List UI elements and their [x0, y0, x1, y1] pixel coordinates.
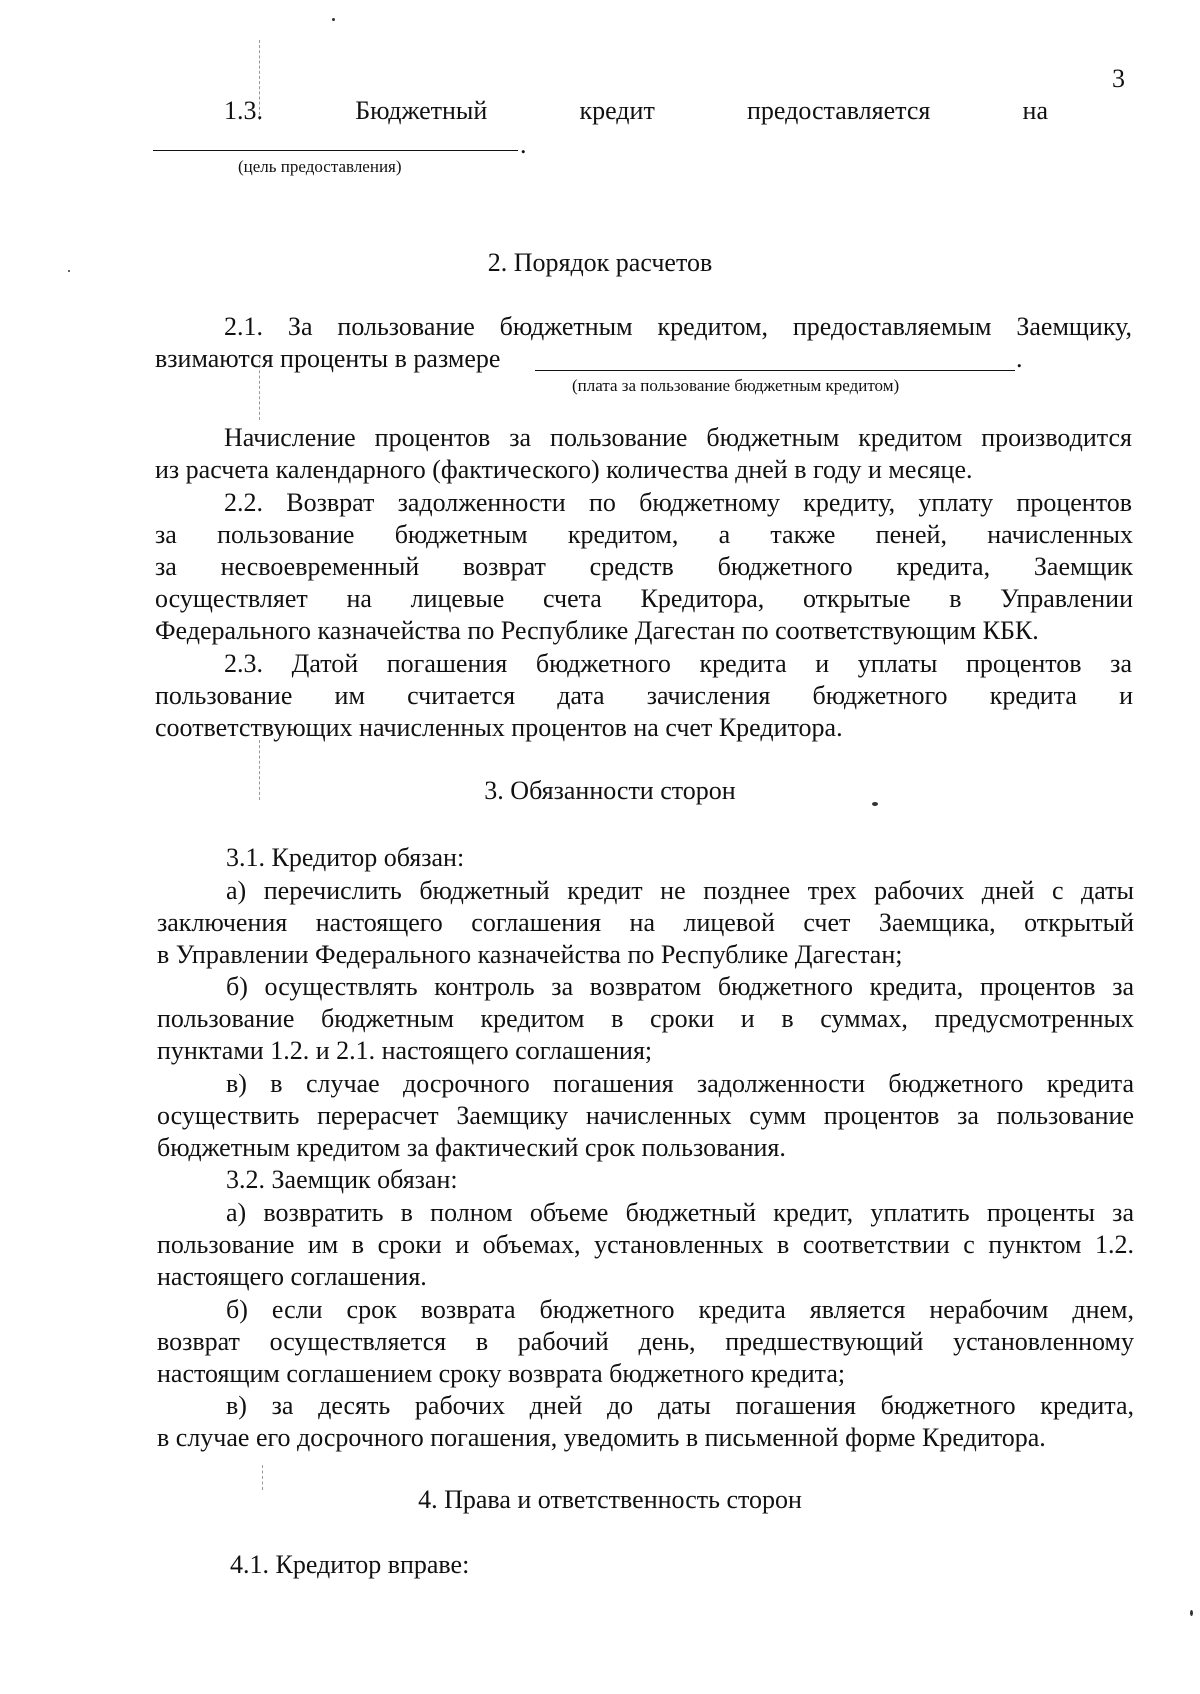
para-3-1-b-line: пользование бюджетным кредитом в сроки и в суммах, предусмотренных — [157, 1004, 1134, 1033]
purpose-caption: (цель предоставления) — [238, 157, 402, 176]
scan-speck — [332, 18, 335, 21]
para-3-2-c-line: в) за десять рабочих дней до даты погашения бюджетного кредита, — [226, 1391, 1134, 1420]
item-1-3-word: на — [1022, 96, 1048, 125]
item-1-3-word: кредит — [579, 96, 655, 125]
para-2-1-line: взимаются проценты в размере — [155, 344, 501, 373]
para-3-1-c-line: бюджетным кредитом за фактический срок пользования. — [157, 1133, 786, 1162]
purpose-period: . — [520, 130, 527, 159]
para-3-1-a-line: заключения настоящего соглашения на лицевой счет Заемщика, открытый — [157, 908, 1134, 937]
para-2-1-line: 2.1. За пользование бюджетным кредитом, предоставляемым Заемщику, — [224, 312, 1132, 341]
fee-caption: (плата за пользование бюджетным кредитом) — [572, 376, 900, 395]
purpose-blank — [153, 150, 518, 151]
para-2-2-line: за пользование бюджетным кредитом, а также пеней, начисленных — [155, 520, 1133, 549]
para-3-1-b-line: пунктами 1.2. и 2.1. настоящего соглашения; — [157, 1036, 653, 1065]
para-2-3-line: пользование им считается дата зачисления бюджетного кредита и — [155, 681, 1133, 710]
section-3-heading: 3. Обязанности сторон — [484, 776, 736, 805]
para-3-2-a-line: настоящего соглашения. — [157, 1262, 427, 1291]
item-1-3-word: предоставляется — [747, 96, 931, 125]
accrual-line: Начисление процентов за пользование бюджетным кредитом производится — [224, 423, 1132, 452]
para-3-1-title: 3.1. Кредитор обязан: — [226, 843, 465, 872]
para-3-2-title: 3.2. Заемщик обязан: — [226, 1165, 458, 1194]
section-2-heading: 2. Порядок расчетов — [487, 248, 713, 277]
para-3-1-a-line: а) перечислить бюджетный кредит не позднее трех рабочих дней с даты — [226, 876, 1134, 905]
para-2-3-line: соответствующих начисленных процентов на счет Кредитора. — [155, 713, 843, 742]
para-2-2-line: Федерального казначейства по Республике Дагестан по соответствующим КБК. — [155, 616, 1039, 645]
para-2-2-line: за несвоевременный возврат средств бюджетного кредита, Заемщик — [155, 552, 1133, 581]
para-3-1-c-line: осуществить перерасчет Заемщику начисленных сумм процентов за пользование — [157, 1101, 1134, 1130]
item-1-3-number: 1.3. — [224, 96, 263, 125]
para-3-1-c-line: в) в случае досрочного погашения задолженности бюджетного кредита — [226, 1069, 1134, 1098]
para-3-2-c-line: в случае его досрочного погашения, уведомить в письменной форме Кредитора. — [157, 1423, 1046, 1452]
fee-period: . — [1016, 344, 1023, 373]
para-3-2-b-line: возврат осуществляется в рабочий день, предшествующий установленному — [157, 1327, 1134, 1356]
para-3-2-b-line: б) если срок возврата бюджетного кредита является нерабочим днем, — [226, 1295, 1134, 1324]
para-2-2-line: осуществляет на лицевые счета Кредитора, открытые в Управлении — [155, 584, 1133, 613]
accrual-line: из расчета календарного (фактического) количества дней в году и месяце. — [155, 455, 973, 484]
para-3-2-a-line: пользование им в сроки и объемах, установленных в соответствии с пунктом 1.2. — [157, 1230, 1134, 1259]
item-1-3-word: Бюджетный — [355, 96, 488, 125]
para-2-3-line: 2.3. Датой погашения бюджетного кредита и уплаты процентов за — [224, 649, 1132, 678]
scan-speck — [1190, 1610, 1193, 1616]
fee-blank — [535, 370, 1015, 371]
para-3-1-b-line: б) осуществлять контроль за возвратом бюджетного кредита, процентов за — [226, 972, 1134, 1001]
item-1-3-line — [224, 98, 1048, 124]
page-number: 3 — [1112, 64, 1125, 93]
para-3-2-a-line: а) возвратить в полном объеме бюджетный кредит, уплатить проценты за — [226, 1198, 1134, 1227]
para-3-2-b-line: настоящим соглашением сроку возврата бюджетного кредита; — [157, 1359, 846, 1388]
section-4-heading: 4. Права и ответственность сторон — [418, 1485, 802, 1514]
para-4-1-title: 4.1. Кредитор вправе: — [230, 1550, 470, 1579]
para-2-2-line: 2.2. Возврат задолженности по бюджетному кредиту, уплату процентов — [224, 488, 1132, 517]
para-3-1-a-line: в Управлении Федерального казначейства по Республике Дагестан; — [157, 940, 903, 969]
